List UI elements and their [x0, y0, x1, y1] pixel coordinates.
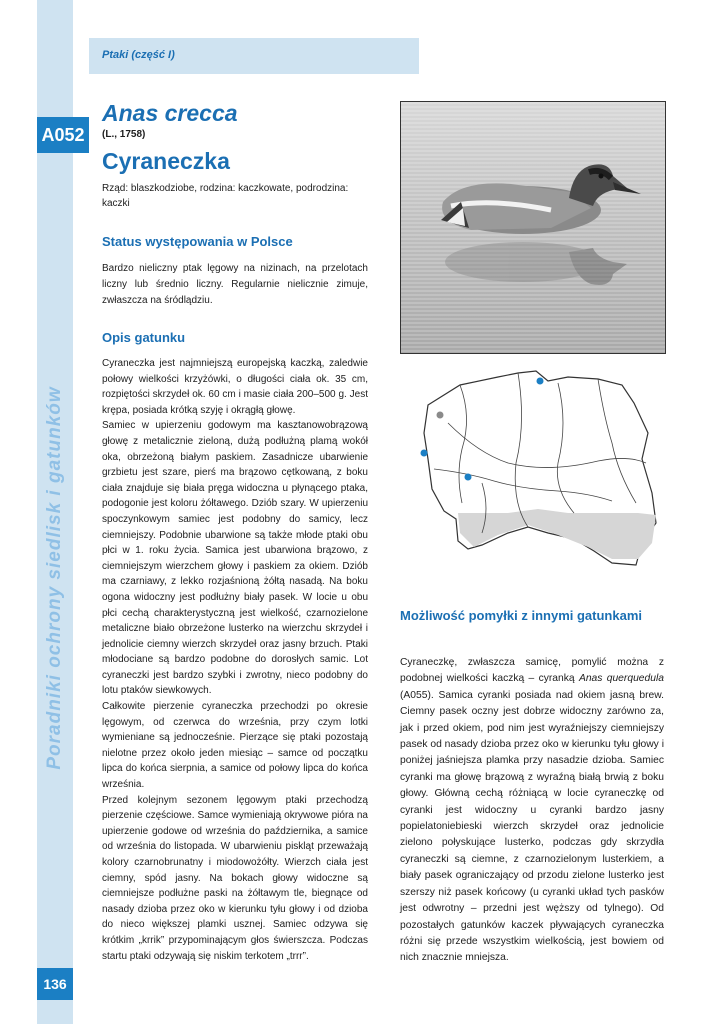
description-heading: Opis gatunku	[102, 330, 186, 345]
status-heading: Status występowania w Polsce	[102, 234, 293, 249]
duck-photo	[400, 101, 666, 354]
confusion-text-part: (A055). Samica cyranki posiada nad okiem jasną brew. Ciemny pasek oczny jest dobrze widoczny zarówno za, jak i przed okiem, pod nim jest wyraźniejszy ciemniejszy pasek od nasady dzioba przez oko w kierunku tyłu głowy i poniżej jaśniejsza plamka przy nasadzie dzioba. Samiec cyranki ma głowę brązową z wyraźną białą brwią z boku głowy. Główną cechą różniącą w locie cyraneczkę od cyranki jest widoczny u cyranki bardzo jasny popielatoniebieski wierzch skrzydeł oraz jednolicie zielono połyskujące lusterko, podczas gdy skrzydła cyraneczki są ciemne, z czarnozielonym lusterkiem, a biały pasek ograniczający od przodu zielone lusterko jest szerszy niż pasek końcowy (u cyranki układ tych pasków jest odwrotny – przedni jest węższy od tylnego). Od pozostałych gatunków kaczek pływających cyraneczka różni się przede wszystkim wielkością, jest bowiem od nich znacznie mniejsza.	[400, 689, 664, 964]
latin-name: Anas crecca	[102, 100, 238, 126]
description-text	[102, 356, 368, 964]
description-paragraph: Przed kolejnym sezonem lęgowym ptaki przechodzą pierzenie częściowe. Samce wymieniają okrywowe pióra na upierzenie godowe od września do października, a samice od września do listopada. W ubarwieniu piskląt przeważają kolory czarnobrunatny i miodowożółty. Wierzch ciała jest ciemny, spód jasny. Na bokach głowy widoczne są ciemniejsze podłużne paski na żółtawym tle, biegnące od nasady dzioba przez oko w kierunku tyłu głowy i od dzioba do nieco większej plamki usznej. Samiec odzywa się krótkim „krrik” przypominającym głos świerszcza. Podczas startu ptaki odzywają się niskim terkotem „trrr”.	[102, 794, 368, 962]
map-point-blue	[465, 474, 472, 481]
map-point-grey	[437, 412, 444, 419]
series-vertical-title	[42, 380, 68, 775]
confusion-text	[400, 655, 664, 967]
description-paragraph: Całkowite pierzenie cyraneczka przechodzi po okresie lęgowym, od czerwca do września, przy czym lotki wymieniane są jednocześnie. Pierzące się ptaki pozostają nielotne przez około jeden miesiąc – samce od początku lipca do końca sierpnia, a samice od połowy lipca do końca września.	[102, 701, 368, 791]
confusion-species-latin: Anas querquedula	[578, 673, 664, 685]
page-number: 136	[37, 968, 73, 1000]
map-point-blue	[537, 378, 544, 385]
status-text: Bardzo nieliczny ptak lęgowy na nizinach, na przelotach liczny lub średnio liczny. Regularnie nielicznie zimuje, zwłaszcza na śródlądziu.	[102, 263, 368, 306]
taxonomy-text: Rząd: blaszkodziobe, rodzina: kaczkowate, podrodzina: kaczki	[102, 183, 349, 209]
confusion-heading: Możliwość pomyłki z innymi gatunkami	[400, 608, 642, 623]
species-author: (L., 1758)	[102, 129, 146, 140]
series-title-text: Poradniki ochrony siedlisk i gatunków	[44, 385, 65, 770]
section-title: Ptaki (część I)	[102, 49, 175, 61]
description-paragraph: Cyraneczka jest najmniejszą europejską kaczką, zaledwie połowy wielkości krzyżówki, o długości ciała ok. 35 cm, rozpiętości skrzydeł ok. 60 cm i masie ciała 200–500 g. Jest krępa, posiada krótką szyję i okrągłą głowę.	[102, 358, 368, 416]
description-paragraph: Samiec w upierzeniu godowym ma kasztanowobrązową głowę z metalicznie zieloną, dużą podłużną plamą wokół oka, obrzeżoną białym paskiem. Zasadnicze ubarwienie grzbietu jest szare, pierś ma brązowo cętkowaną, z boku ciała znajduje się biała pręga widoczna u płynącego ptaka, podogonie jest koloru żółtawego. Dziób szary. W upierzeniu spoczynkowym samiec jest podobny do samicy, lecz ciemniejszy. Podobnie ubarwione są także młode ptaki obu płci w 1. roku życia. Samica jest ubarwiona brązowo, z ciemniejszym wierzchem głowy i paskiem za okiem. Dziób ma czarniawy, z lekko rozjaśnioną żółtą nasadą. Na boku ogona widoczny jest podłużny biały pasek. W locie u obu płci cechą charakterystyczną jest wielkość, czarnozielone metaliczne biało obrzeżone lusterko na wierzchu skrzydeł i jednolicie ciemny wierzch skrzydeł oraz jasny brzuch. Ptaki młodociane są bardzo podobne do dorosłych samic. Lot cyraneczki jest bardzo szybki i zwrotny, nieco podobny do lotu ptaków siewkowych.	[102, 420, 368, 697]
confusion-text-part: Cyraneczkę, zwłaszcza samicę, pomylić można z podobnej wielkości kaczką – cyranką	[400, 657, 664, 685]
polish-name: Cyraneczka	[102, 148, 230, 174]
distribution-map	[398, 363, 666, 595]
map-point-blue	[421, 450, 428, 457]
species-code-badge: A052	[37, 117, 89, 153]
